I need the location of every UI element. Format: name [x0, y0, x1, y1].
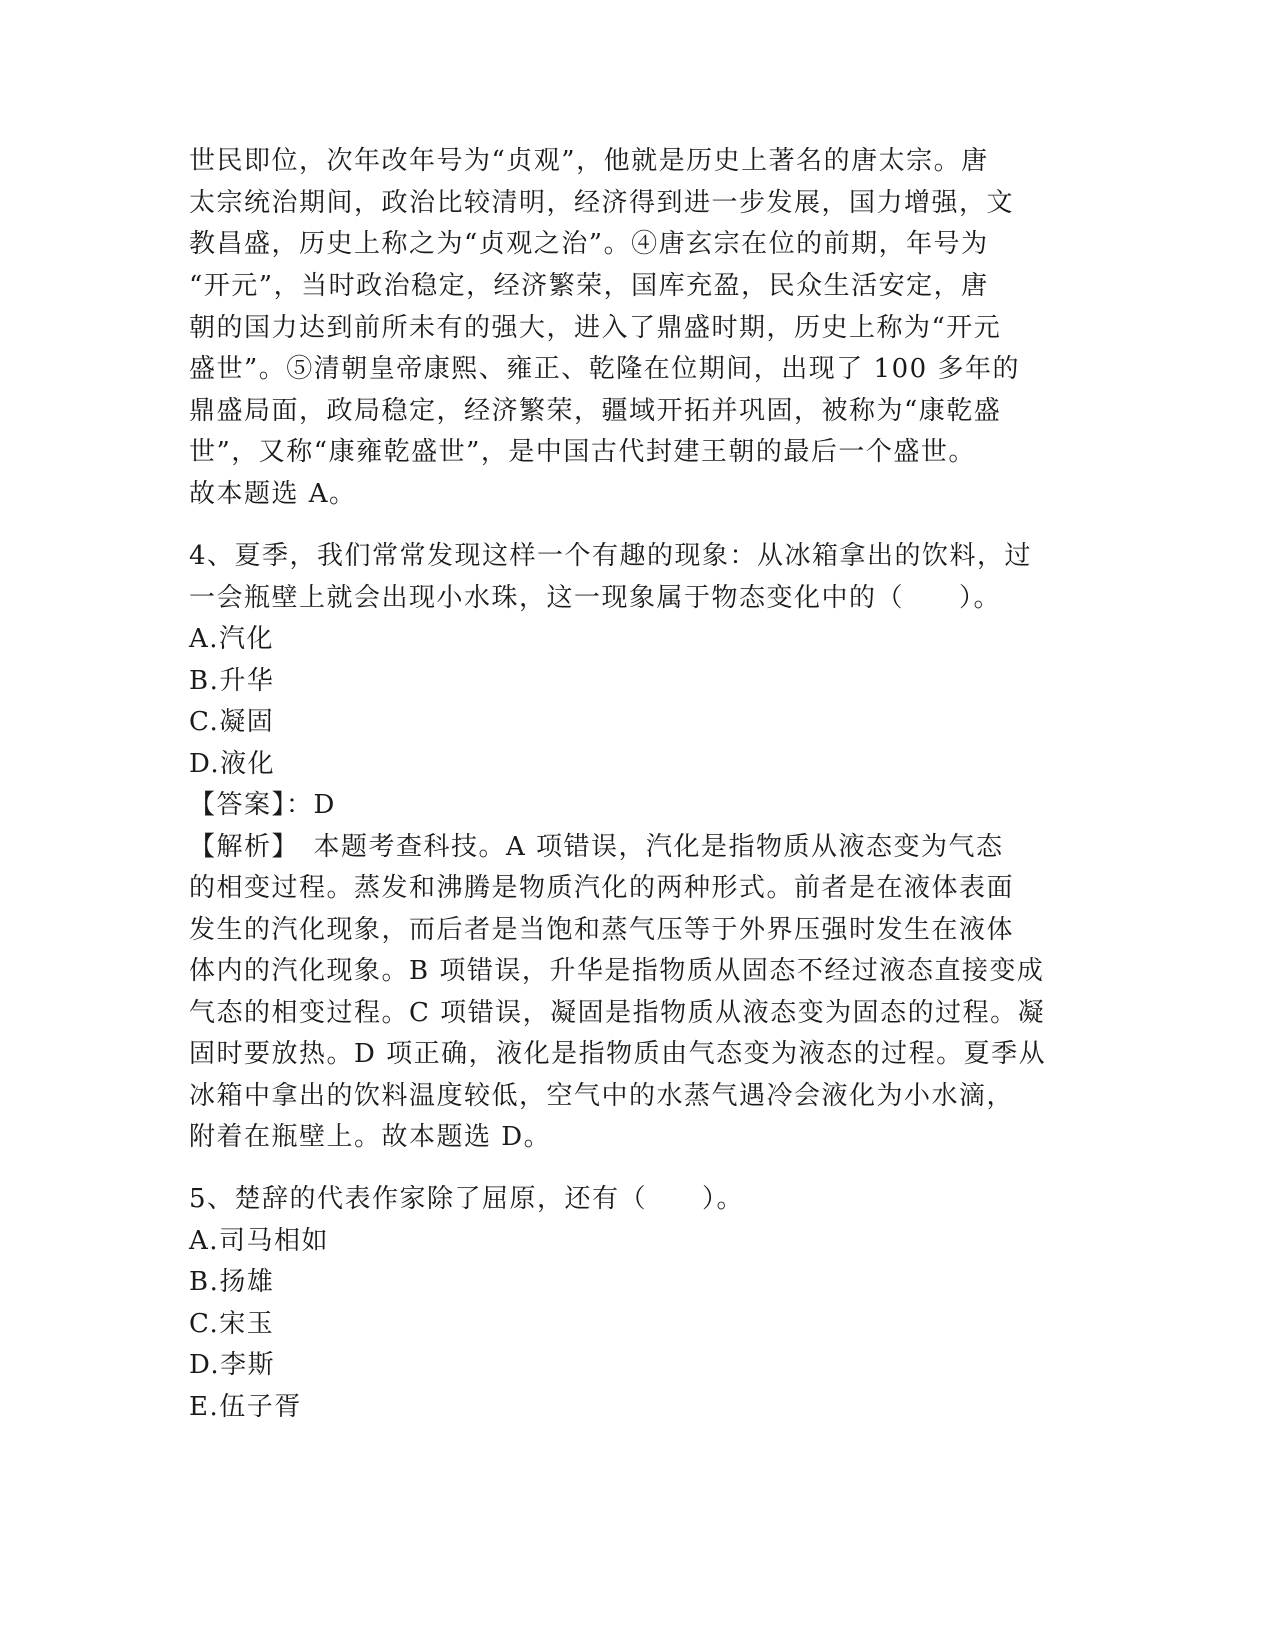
q4-stem-line: 4、夏季，我们常常发现这样一个有趣的现象：从冰箱拿出的饮料，过: [189, 541, 1033, 571]
q4-option-c: C.凝固: [189, 707, 275, 737]
prev-explanation-line: 世民即位，次年改年号为“贞观”，他就是历史上著名的唐太宗。唐: [189, 146, 989, 176]
q4-explanation-line: 【解析】 本题考查科技。A 项错误，汽化是指物质从液态变为气态: [189, 832, 1004, 862]
q5-option-b: B.扬雄: [189, 1267, 275, 1297]
prev-explanation-line: “开元”，当时政治稳定，经济繁荣，国库充盈，民众生活安定，唐: [189, 271, 989, 301]
prev-explanation-line: 世”，又称“康雍乾盛世”，是中国古代封建王朝的最后一个盛世。: [189, 437, 976, 467]
q5-option-e: E.伍子胥: [189, 1392, 302, 1422]
q5-stem: 5、楚辞的代表作家除了屈原，还有（ ）。: [189, 1184, 745, 1214]
q5-option-a: A.司马相如: [189, 1226, 330, 1256]
q4-explanation-line: 发生的汽化现象，而后者是当饱和蒸气压等于外界压强时发生在液体: [189, 915, 1015, 945]
q4-explanation-line: 固时要放热。D 项正确，液化是指物质由气态变为液态的过程。夏季从: [189, 1039, 1047, 1069]
prev-explanation-line: 盛世”。⑤清朝皇帝康熙、雍正、乾隆在位期间，出现了 100 多年的: [189, 354, 1020, 384]
q4-explanation-line: 冰箱中拿出的饮料温度较低，空气中的水蒸气遇冷会液化为小水滴，: [189, 1081, 1015, 1111]
prev-explanation-line: 鼎盛局面，政局稳定，经济繁荣，疆域开拓并巩固，被称为“康乾盛: [189, 396, 1002, 426]
q4-explanation-line: 体内的汽化现象。B 项错误，升华是指物质从固态不经过液态直接变成: [189, 956, 1045, 986]
q4-option-a: A.汽化: [189, 624, 275, 654]
q4-answer: 【答案】：D: [189, 790, 336, 820]
q4-explanation-line: 气态的相变过程。C 项错误，凝固是指物质从液态变为固态的过程。凝: [189, 998, 1046, 1028]
q5-option-c: C.宋玉: [189, 1309, 275, 1339]
q5-option-d: D.李斯: [189, 1350, 276, 1380]
prev-explanation-line: 太宗统治期间，政治比较清明，经济得到进一步发展，国力增强，文: [189, 188, 1015, 218]
q4-explanation-line: 的相变过程。蒸发和沸腾是物质汽化的两种形式。前者是在液体表面: [189, 873, 1015, 903]
q4-stem-line: 一会瓶壁上就会出现小水珠，这一现象属于物态变化中的（ ）。: [189, 583, 1002, 613]
prev-explanation-line: 朝的国力达到前所未有的强大，进入了鼎盛时期，历史上称为“开元: [189, 313, 1002, 343]
prev-explanation-line: 故本题选 A。: [189, 479, 357, 509]
q4-option-d: D.液化: [189, 749, 276, 779]
prev-explanation-line: 教昌盛，历史上称之为“贞观之治”。④唐玄宗在位的前期，年号为: [189, 229, 989, 259]
q4-option-b: B.升华: [189, 666, 275, 696]
q4-explanation-line: 附着在瓶壁上。故本题选 D。: [189, 1122, 552, 1152]
